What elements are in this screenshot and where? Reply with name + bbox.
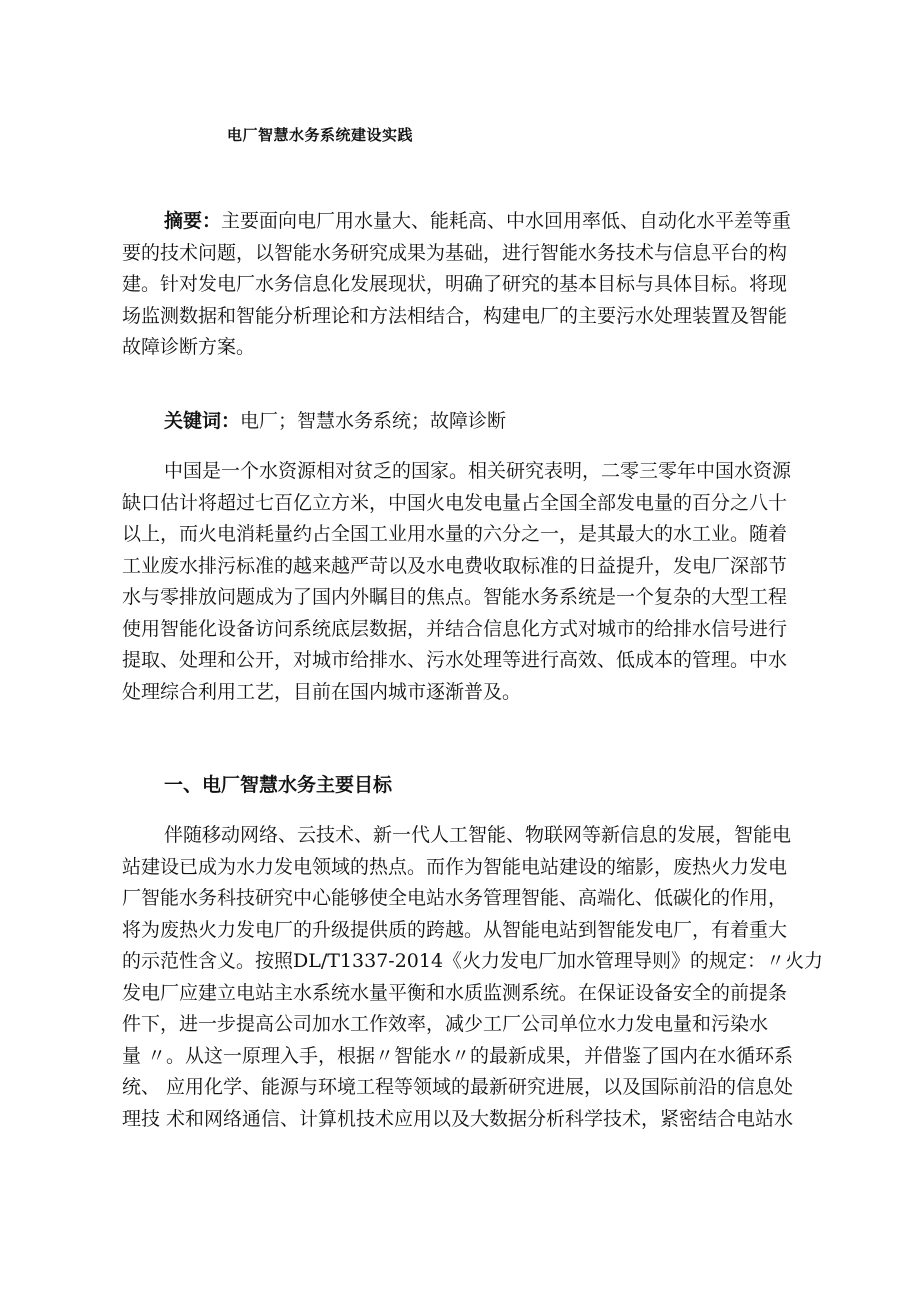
abstract-line: 建。针对发电厂水务信息化发展现状，明确了研究的基本目标与具体目标。将现 — [122, 273, 788, 295]
section1-line: 厂智能水务科技研究中心能够使全电站水务管理智能、高端化、低碳化的作用， — [122, 887, 788, 909]
section-heading: 一、电厂智慧水务主要目标 — [164, 774, 393, 796]
section1-paragraph — [122, 820, 824, 1135]
abstract-label: 摘要： — [164, 210, 222, 232]
intro-line: 以上，而火电消耗量约占全国工业用水量的六分之一，是其最大的水工业。随着 — [122, 523, 788, 545]
abstract-line: 场监测数据和智能分析理论和方法相结合，构建电厂的主要污水处理装置及智能 — [122, 304, 788, 327]
section1-line: 伴随移动网络、云技术、新一代人工智能、物联网等新信息的发展，智能电 — [164, 824, 792, 846]
intro-line: 工业废水排污标准的越来越严苛以及水电费收取标准的日益提升，发电厂深部节 — [122, 554, 788, 577]
intro-line: 使用智能化设备访问系统底层数据，并结合信息化方式对城市的给排水信号进行 — [122, 617, 788, 640]
section1-line: 件下，进一步提高公司加水工作效率，减少工厂公司单位水力发电量和污染水 — [122, 1013, 769, 1035]
section1-line: 将为废热火力发电厂的升级提供质的跨越。从智能电站到智能发电厂，有着重大 — [122, 918, 788, 941]
keywords-text: 电厂；智慧水务系统；故障诊断 — [240, 410, 507, 432]
abstract-line — [122, 206, 792, 238]
intro-line: 处理综合利用工艺，目前在国内城市逐渐普及。 — [122, 680, 522, 703]
intro-line: 水与零排放问题成为了国内外瞩目的焦点。智能水务系统是一个复杂的大型工程 — [122, 586, 788, 608]
section1-line: 发电厂应建立电站主水系统水量平衡和水质监测系统。在保证设备安全的前提条 — [122, 981, 788, 1004]
abstract-paragraph — [122, 206, 792, 364]
section1-line: 理技 术和网络通信、计算机技术应用以及大数据分析科学技术，紧密结合电站水 — [122, 1107, 794, 1130]
keywords-paragraph — [122, 406, 782, 438]
section1-line: 站建设已成为水力发电领域的热点。而作为智能电站建设的缩影，废热火力发电 — [122, 855, 788, 878]
intro-paragraph — [122, 456, 792, 708]
abstract-line-text: 主要面向电厂用水量大、能耗高、中水回用率低、自动化水平差等重 — [221, 210, 792, 232]
intro-line: 缺口估计将超过七百亿立方米，中国火电发电量占全国全部发电量的百分之八十 — [122, 491, 788, 514]
intro-line: 提取、处理和公开，对城市给排水、污水处理等进行高效、低成本的管理。中水 — [122, 649, 788, 671]
section1-line: 量 〃。从这一原理入手，根据〃智能水〃的最新成果，并借鉴了国内在水循环系 — [122, 1044, 794, 1067]
keywords-line — [122, 406, 782, 438]
section1-line: 的示范性含义。按照DL/T1337-2014《火力发电厂加水管理导则》的规定：〃火力 — [122, 950, 824, 972]
document-title: 电厂智慧水务系统建设实践 — [226, 126, 413, 144]
section1-line: 统、 应用化学、能源与环境工程等领域的最新研究进展，以及国际前沿的信息处 — [122, 1076, 794, 1098]
abstract-line: 要的技术问题，以智能水务研究成果为基础，进行智能水务技术与信息平台的构 — [122, 241, 788, 264]
abstract-line: 故障诊断方案。 — [122, 336, 256, 358]
intro-line: 中国是一个水资源相对贫乏的国家。相关研究表明，二零三零年中国水资源 — [164, 460, 792, 482]
keywords-label: 关键词： — [164, 410, 241, 432]
